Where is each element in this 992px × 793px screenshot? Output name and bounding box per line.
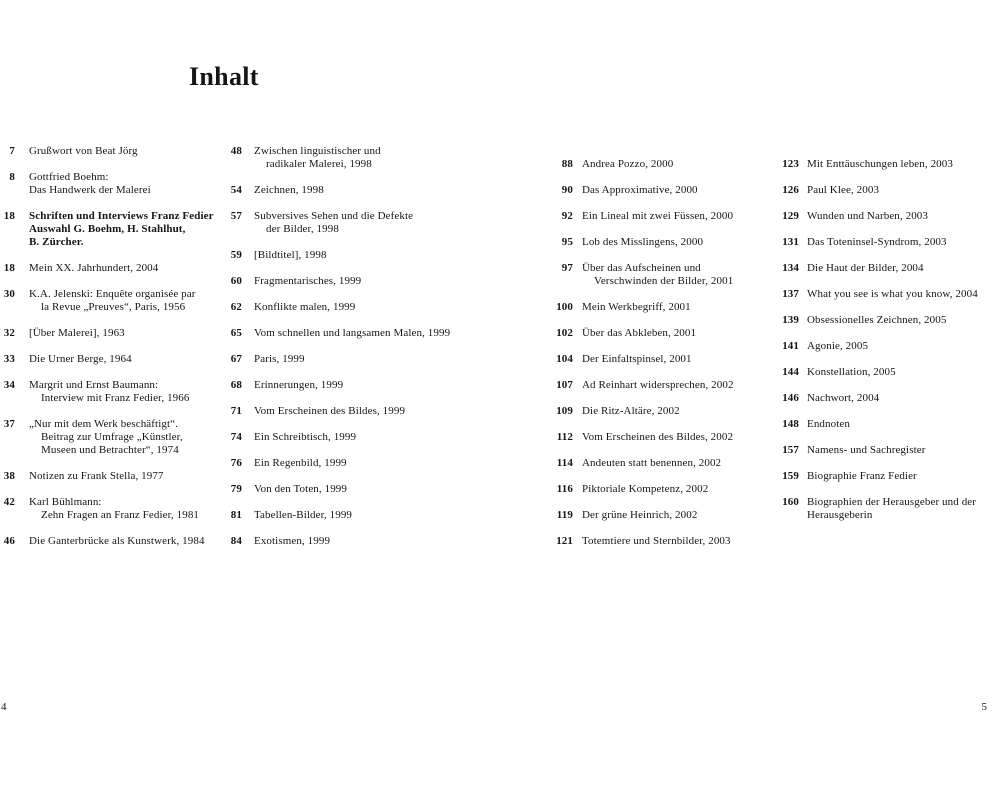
toc-entry-line: Vom Erscheinen des Bildes, 2002 — [582, 431, 734, 443]
toc-entry-line: Schriften und Interviews Franz Fedier — [29, 210, 214, 222]
toc-entry-line: Der grüne Heinrich, 2002 — [582, 509, 698, 521]
toc-entry-line: [Bildtitel], 1998 — [254, 249, 327, 261]
toc-entry-title — [254, 275, 361, 288]
toc-entry-title — [807, 418, 850, 431]
toc-entry — [225, 145, 450, 171]
toc-entry-line: Lob des Misslingens, 2000 — [582, 236, 704, 248]
toc-entry-line: Notizen zu Frank Stella, 1977 — [29, 470, 164, 482]
toc-entry — [225, 431, 450, 444]
toc-entry-line: [Über Malerei], 1963 — [29, 327, 125, 339]
toc-entry-page-number: 95 — [561, 236, 573, 248]
toc-entry-title — [254, 301, 355, 314]
toc-entry — [772, 288, 978, 301]
toc-entry-title — [254, 353, 305, 366]
toc-entry — [772, 418, 978, 431]
toc-entry-line: Zehn Fragen an Franz Fedier, 1981 — [41, 509, 200, 521]
toc-column-4 — [772, 158, 978, 535]
toc-entry-page-number: 71 — [230, 405, 242, 417]
toc-entry-line: Die Ganterbrücke als Kunstwerk, 1984 — [29, 535, 205, 547]
toc-entry-line: Vom schnellen und langsamen Malen, 1999 — [254, 327, 451, 339]
toc-entry — [546, 327, 734, 340]
toc-entry-page-number: 84 — [230, 535, 242, 547]
toc-entry-line: Erinnerungen, 1999 — [254, 379, 344, 391]
toc-entry — [546, 210, 734, 223]
toc-entry-title — [807, 236, 947, 249]
toc-entry-line: „Nur mit dem Werk beschäftigt“. — [29, 418, 178, 430]
toc-entry-page-number: 54 — [230, 184, 242, 196]
toc-entry-page-number: 139 — [782, 314, 799, 326]
toc-entry-line: Margrit und Ernst Baumann: — [29, 379, 159, 391]
toc-entry-title — [29, 145, 138, 158]
toc-entry-title — [29, 379, 189, 405]
toc-entry-line: Herausgeberin — [807, 509, 873, 521]
toc-entry-title — [807, 184, 879, 197]
toc-entry-title — [582, 535, 731, 548]
toc-entry-page-number: 33 — [3, 353, 15, 365]
toc-entry-line: Die Ritz-Altäre, 2002 — [582, 405, 680, 417]
toc-entry-title — [29, 262, 158, 275]
toc-entry-page-number: 109 — [556, 405, 573, 417]
toc-entry — [225, 457, 450, 470]
toc-entry-page-number: 146 — [782, 392, 799, 404]
toc-entry-title — [29, 327, 125, 340]
toc-entry-page-number: 34 — [3, 379, 15, 391]
toc-entry-page-number: 62 — [230, 301, 242, 313]
toc-entry-page-number: 97 — [561, 262, 573, 274]
toc-entry-page-number: 76 — [230, 457, 242, 469]
toc-entry-page-number: 123 — [782, 158, 799, 170]
toc-entry — [225, 249, 450, 262]
toc-entry-line: Das Toteninsel-Syndrom, 2003 — [807, 236, 947, 248]
toc-entry-page-number: 68 — [230, 379, 242, 391]
toc-entry-page-number: 144 — [782, 366, 799, 378]
toc-entry-page-number: 81 — [230, 509, 242, 521]
toc-entry-line: Exotismen, 1999 — [254, 535, 331, 547]
toc-entry-title — [254, 431, 356, 444]
toc-entry-page-number: 159 — [782, 470, 799, 482]
toc-entry-line: Ad Reinhart widersprechen, 2002 — [582, 379, 734, 391]
toc-entry-page-number: 121 — [556, 535, 573, 547]
toc-entry — [772, 392, 978, 405]
toc-entry-title — [807, 444, 925, 457]
toc-entry-line: Endnoten — [807, 418, 850, 430]
toc-entry-page-number: 79 — [230, 483, 242, 495]
toc-entry-page-number: 129 — [782, 210, 799, 222]
toc-entry-title — [807, 158, 953, 171]
toc-entry-page-number: 107 — [556, 379, 573, 391]
toc-entry — [0, 353, 214, 366]
toc-entry — [546, 301, 734, 314]
toc-entry-page-number: 48 — [230, 145, 242, 157]
toc-entry — [0, 496, 214, 522]
toc-entry — [0, 145, 214, 158]
toc-column-3 — [546, 158, 734, 561]
toc-entry-page-number: 8 — [9, 171, 15, 183]
toc-entry-page-number: 18 — [3, 262, 15, 274]
toc-entry-line: Verschwinden der Bilder, 2001 — [594, 275, 734, 287]
toc-entry — [772, 210, 978, 223]
toc-entry-title — [582, 236, 703, 249]
toc-entry-title — [807, 366, 896, 379]
toc-entry-page-number: 42 — [3, 496, 15, 508]
toc-entry-title — [254, 327, 450, 340]
toc-entry-page-number: 92 — [561, 210, 573, 222]
toc-entry — [546, 379, 734, 392]
toc-entry-page-number: 131 — [782, 236, 799, 248]
toc-entry-line: Nachwort, 2004 — [807, 392, 880, 404]
toc-entry-title — [582, 379, 734, 392]
toc-entry-title — [254, 535, 330, 548]
toc-entry-page-number: 134 — [782, 262, 799, 274]
toc-entry-page-number: 100 — [556, 301, 573, 313]
toc-entry-title — [582, 327, 696, 340]
toc-entry — [772, 158, 978, 171]
toc-entry-line: Totemtiere und Sternbilder, 2003 — [582, 535, 731, 547]
toc-entry — [225, 509, 450, 522]
toc-entry-line: Andeuten statt benennen, 2002 — [582, 457, 722, 469]
toc-entry-line: Mein XX. Jahrhundert, 2004 — [29, 262, 159, 274]
toc-entry-page-number: 57 — [230, 210, 242, 222]
toc-entry — [546, 158, 734, 171]
toc-entry-title — [582, 483, 708, 496]
toc-entry — [225, 327, 450, 340]
toc-entry-title — [29, 288, 196, 314]
toc-entry-title — [582, 405, 680, 418]
toc-entry-title — [807, 470, 917, 483]
toc-entry — [225, 535, 450, 548]
toc-entry-line: Tabellen-Bilder, 1999 — [254, 509, 353, 521]
toc-entry-line: Mit Enttäuschungen leben, 2003 — [807, 158, 953, 170]
toc-entry-page-number: 90 — [561, 184, 573, 196]
toc-entry-page-number: 137 — [782, 288, 799, 300]
toc-entry-line: Fragmentarisches, 1999 — [254, 275, 362, 287]
toc-entry-title — [29, 171, 151, 197]
toc-entry-page-number: 46 — [3, 535, 15, 547]
toc-entry-line: Interview mit Franz Fedier, 1966 — [41, 392, 190, 404]
toc-entry-page-number: 74 — [230, 431, 242, 443]
toc-entry — [0, 210, 214, 249]
toc-entry-line: Der Einfaltspinsel, 2001 — [582, 353, 692, 365]
toc-entry-title — [582, 301, 691, 314]
toc-entry-line: Paris, 1999 — [254, 353, 305, 365]
toc-entry — [546, 353, 734, 366]
toc-entry-line: Konstellation, 2005 — [807, 366, 896, 378]
toc-entry-page-number: 38 — [3, 470, 15, 482]
toc-entry-title — [29, 353, 132, 366]
toc-entry — [772, 444, 978, 457]
toc-entry-title — [807, 496, 976, 522]
toc-entry-title — [29, 470, 164, 483]
toc-entry-page-number: 157 — [782, 444, 799, 456]
toc-entry-page-number: 116 — [556, 483, 573, 495]
toc-entry-title — [29, 418, 183, 457]
toc-entry-line: Das Approximative, 2000 — [582, 184, 698, 196]
toc-entry-line: Piktoriale Kompetenz, 2002 — [582, 483, 709, 495]
toc-entry-title — [582, 431, 733, 444]
toc-entry — [546, 431, 734, 444]
toc-entry-page-number: 148 — [782, 418, 799, 430]
toc-entry-page-number: 126 — [782, 184, 799, 196]
toc-entry — [0, 262, 214, 275]
toc-entry — [546, 535, 734, 548]
toc-entry-title — [29, 496, 199, 522]
toc-entry-title — [254, 405, 405, 418]
folio-left-page-number: 4 — [1, 701, 7, 713]
toc-entry-title — [807, 314, 946, 327]
toc-entry-line: Obsessionelles Zeichnen, 2005 — [807, 314, 947, 326]
toc-entry-line: Auswahl G. Boehm, H. Stahlhut, — [29, 223, 186, 235]
toc-entry-page-number: 114 — [556, 457, 573, 469]
toc-entry — [225, 210, 450, 236]
toc-entry-title — [582, 158, 673, 171]
toc-entry-title — [807, 288, 978, 301]
toc-entry-page-number: 37 — [3, 418, 15, 430]
toc-entry-line: Namens- und Sachregister — [807, 444, 926, 456]
toc-entry-title — [254, 249, 327, 262]
toc-entry-page-number: 112 — [556, 431, 573, 443]
toc-entry-line: Biographie Franz Fedier — [807, 470, 917, 482]
toc-entry-title — [254, 509, 352, 522]
toc-entry-line: Karl Bühlmann: — [29, 496, 102, 508]
toc-entry-page-number: 102 — [556, 327, 573, 339]
toc-entry-line: Über das Abkleben, 2001 — [582, 327, 697, 339]
toc-entry-line: Wunden und Narben, 2003 — [807, 210, 928, 222]
toc-entry-title — [807, 262, 924, 275]
toc-entry-page-number: 104 — [556, 353, 573, 365]
toc-entry-line: Die Haut der Bilder, 2004 — [807, 262, 924, 274]
toc-entry — [772, 496, 978, 522]
toc-entry-title — [29, 535, 205, 548]
toc-entry-line: Zwischen linguistischer und — [254, 145, 381, 157]
toc-entry-page-number: 7 — [9, 145, 15, 157]
toc-entry — [225, 483, 450, 496]
toc-entry-title — [807, 210, 928, 223]
toc-entry — [772, 262, 978, 275]
toc-entry-title — [582, 509, 697, 522]
toc-entry — [0, 535, 214, 548]
toc-entry-page-number: 59 — [230, 249, 242, 261]
toc-entry-line: Museen und Betrachter“, 1974 — [41, 444, 179, 456]
toc-entry-title — [254, 483, 347, 496]
toc-entry — [225, 353, 450, 366]
toc-entry-line: Andrea Pozzo, 2000 — [582, 158, 674, 170]
toc-entry — [225, 275, 450, 288]
toc-entry-title — [582, 210, 733, 223]
toc-entry-page-number: 60 — [230, 275, 242, 287]
toc-entry-line: Gottfried Boehm: — [29, 171, 109, 183]
toc-entry-title — [254, 184, 324, 197]
toc-column-1 — [0, 145, 214, 561]
toc-entry — [225, 184, 450, 197]
toc-entry-line: Mein Werkbegriff, 2001 — [582, 301, 691, 313]
toc-entry-line: K.A. Jelenski: Enquête organisée par — [29, 288, 196, 300]
toc-entry — [225, 405, 450, 418]
toc-entry — [772, 366, 978, 379]
toc-entry-title — [254, 457, 347, 470]
toc-entry-page-number: 119 — [556, 509, 573, 521]
toc-entry-title — [29, 210, 214, 249]
toc-entry-line: Ein Regenbild, 1999 — [254, 457, 347, 469]
toc-entry-title — [254, 379, 343, 392]
toc-entry — [0, 327, 214, 340]
toc-entry — [0, 288, 214, 314]
toc-entry-line: Biographien der Herausgeber und der — [807, 496, 977, 508]
toc-entry — [546, 236, 734, 249]
toc-entry — [772, 184, 978, 197]
toc-entry — [225, 379, 450, 392]
toc-entry-title — [582, 353, 692, 366]
toc-entry-title — [254, 145, 381, 171]
toc-entry-title — [582, 184, 698, 197]
toc-entry — [546, 457, 734, 470]
toc-entry-page-number: 67 — [230, 353, 242, 365]
toc-entry-line: la Revue „Preuves“, Paris, 1956 — [41, 301, 186, 313]
toc-entry — [772, 470, 978, 483]
toc-entry-line: Subversives Sehen und die Defekte — [254, 210, 414, 222]
toc-entry-line: Von den Toten, 1999 — [254, 483, 347, 495]
toc-entry-line: Konflikte malen, 1999 — [254, 301, 356, 313]
toc-entry-line: What you see is what you know, 2004 — [807, 288, 978, 300]
toc-entry-line: Agonie, 2005 — [807, 340, 869, 352]
toc-entry-line: radikaler Malerei, 1998 — [266, 158, 372, 170]
toc-entry-title — [582, 262, 733, 288]
toc-entry — [546, 405, 734, 418]
toc-entry-line: Vom Erscheinen des Bildes, 1999 — [254, 405, 406, 417]
toc-entry-line: Beitrag zur Umfrage „Künstler, — [41, 431, 183, 443]
toc-entry-line: B. Zürcher. — [29, 236, 84, 248]
toc-entry-page-number: 160 — [782, 496, 799, 508]
toc-entry — [546, 509, 734, 522]
toc-entry-line: Ein Lineal mit zwei Füssen, 2000 — [582, 210, 734, 222]
toc-entry-title — [807, 392, 879, 405]
toc-entry — [0, 418, 214, 457]
toc-entry — [0, 470, 214, 483]
toc-entry-title — [807, 340, 868, 353]
toc-entry-page-number: 30 — [3, 288, 15, 300]
toc-entry — [225, 301, 450, 314]
toc-entry-line: Paul Klee, 2003 — [807, 184, 880, 196]
toc-entry — [0, 171, 214, 197]
toc-column-2 — [225, 145, 450, 561]
toc-entry — [0, 379, 214, 405]
folio-right-page-number: 5 — [981, 701, 987, 713]
toc-entry-line: Grußwort von Beat Jörg — [29, 145, 138, 157]
toc-entry-page-number: 65 — [230, 327, 242, 339]
toc-entry-line: der Bilder, 1998 — [266, 223, 339, 235]
toc-entry — [546, 184, 734, 197]
toc-entry-line: Ein Schreibtisch, 1999 — [254, 431, 357, 443]
toc-entry-page-number: 88 — [561, 158, 573, 170]
toc-entry-title — [254, 210, 413, 236]
toc-entry-line: Über das Aufscheinen und — [582, 262, 701, 274]
toc-entry — [546, 483, 734, 496]
toc-entry-title — [582, 457, 721, 470]
toc-entry-page-number: 18 — [3, 210, 15, 222]
toc-entry-line: Die Urner Berge, 1964 — [29, 353, 132, 365]
toc-entry — [772, 314, 978, 327]
toc-entry-line: Zeichnen, 1998 — [254, 184, 324, 196]
toc-entry-page-number: 141 — [782, 340, 799, 352]
toc-entry-line: Das Handwerk der Malerei — [29, 184, 151, 196]
toc-entry — [772, 236, 978, 249]
toc-entry — [546, 262, 734, 288]
toc-entry-page-number: 32 — [3, 327, 15, 339]
toc-entry — [772, 340, 978, 353]
page-title: Inhalt — [189, 62, 259, 91]
